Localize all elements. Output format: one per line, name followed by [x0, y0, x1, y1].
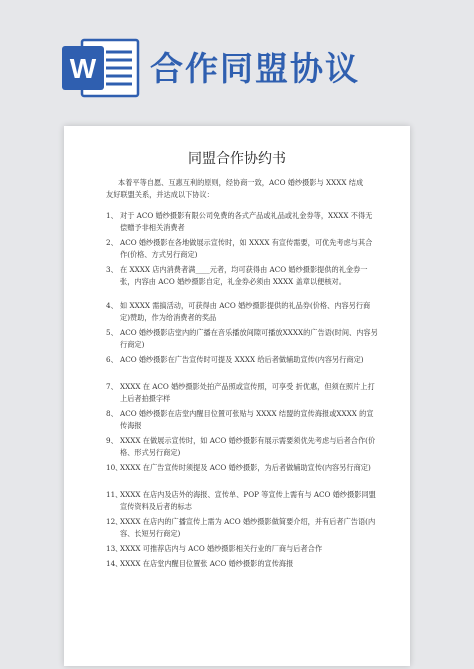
clause-number: 2、: [106, 238, 118, 247]
banner-title: 合作同盟协议: [150, 49, 360, 88]
document-intro: 本着平等自愿、互惠互利的原则，经协商一致，ACO 婚纱摄影与 XXXX 结成友好联盟关系，并达成以下协议：: [106, 178, 364, 199]
clause-item: [106, 558, 378, 570]
clause-number: 1、: [106, 211, 118, 220]
clause-item: [106, 516, 378, 540]
clause-number: 13、: [106, 544, 123, 553]
clause-number: 10、: [106, 463, 123, 472]
clause-number: 9、: [106, 436, 118, 445]
clause-item: [106, 237, 378, 261]
clause-text: 对于 ACO 婚纱摄影有限公司免费的各式产品或礼品或礼金券等，XXXX 不得无偿赠予非相关消费者: [120, 211, 373, 232]
clause-text: XXXX 在做展示宣传时，如 ACO 婚纱摄影有展示需要须优先考虑与后者合作(价格、形式另行商定): [120, 436, 376, 457]
clause-item: [106, 462, 378, 474]
clause-text: 如 XXXX 需搞活动，可获得由 ACO 婚纱摄影提供的礼品券(价格、内容另行商定)赞助，作为给消费者的奖品: [120, 301, 371, 322]
clause-text: ACO 婚纱摄影在店堂内醒目位置可张贴与 XXXX 结盟的宣传海报或XXXX 的宣传海报: [120, 409, 374, 430]
svg-text:W: W: [69, 53, 97, 84]
clause-text: XXXX 在 ACO 婚纱摄影处拍产品照或宣传照，可享受 折优惠，但须在照片上打上后者拍摄字样: [120, 382, 375, 403]
clause-item: [106, 354, 378, 366]
clause-text: XXXX 在店堂内醒目位置张 ACO 婚纱摄影的宣传海报: [120, 559, 294, 568]
document-title: 同盟合作协约书: [188, 151, 286, 167]
clause-number: 5、: [106, 328, 118, 337]
clause-item: [106, 435, 378, 459]
word-document-icon: [62, 38, 142, 98]
clause-item: [106, 210, 378, 234]
clause-text: XXXX 在店内的广播宣传上需为 ACO 婚纱摄影做简要介绍，并有后者广告语(内容、长短另行商定): [120, 517, 376, 538]
clause-item: [106, 327, 378, 351]
clause-item: [106, 300, 378, 324]
clause-number: 14、: [106, 559, 123, 568]
clause-item: [106, 489, 378, 513]
clause-item: [106, 543, 378, 555]
clause-number: 6、: [106, 355, 118, 364]
clause-item: [106, 264, 378, 288]
clause-number: 7、: [106, 382, 118, 391]
document-page: [64, 126, 410, 666]
clause-number: 8、: [106, 409, 118, 418]
clause-text: ACO 婚纱摄影在各地做展示宣传时，如 XXXX 有宣传需要，可优先考虑与其合作(价格、方式另行商定): [120, 238, 373, 259]
clause-number: 4、: [106, 301, 118, 310]
clause-text: ACO 婚纱摄影店堂内的广播在音乐播放间隙可播放XXXX的广告语(时间、内容另行商定): [120, 328, 378, 349]
clause-number: 12、: [106, 517, 123, 526]
clause-item: [106, 381, 378, 405]
clause-text: XXXX 可推荐店内与 ACO 婚纱摄影相关行业的厂商与后者合作: [120, 544, 323, 553]
clause-text: 在 XXXX 店内消费者满____元者，均可获得由 ACO 婚纱摄影提供的礼金券一张，内容由 ACO 婚纱摄影自定，礼金券必须由 XXXX 盖章以便核对。: [120, 265, 368, 286]
clause-item: [106, 408, 378, 432]
clause-text: XXXX 在店内及店外的海报、宣传单、POP 等宣传上需有与 ACO 婚纱摄影同盟宣传资料及后者的标志: [120, 490, 376, 511]
clause-number: 11、: [106, 490, 123, 499]
header-banner: [0, 0, 474, 118]
clause-text: ACO 婚纱摄影在广告宣传时可提及 XXXX 给后者做辅助宣传(内容另行商定): [120, 355, 364, 364]
clause-number: 3、: [106, 265, 118, 274]
clause-text: XXXX 在广告宣传时须提及 ACO 婚纱摄影，为后者做辅助宣传(内容另行商定): [120, 463, 371, 472]
